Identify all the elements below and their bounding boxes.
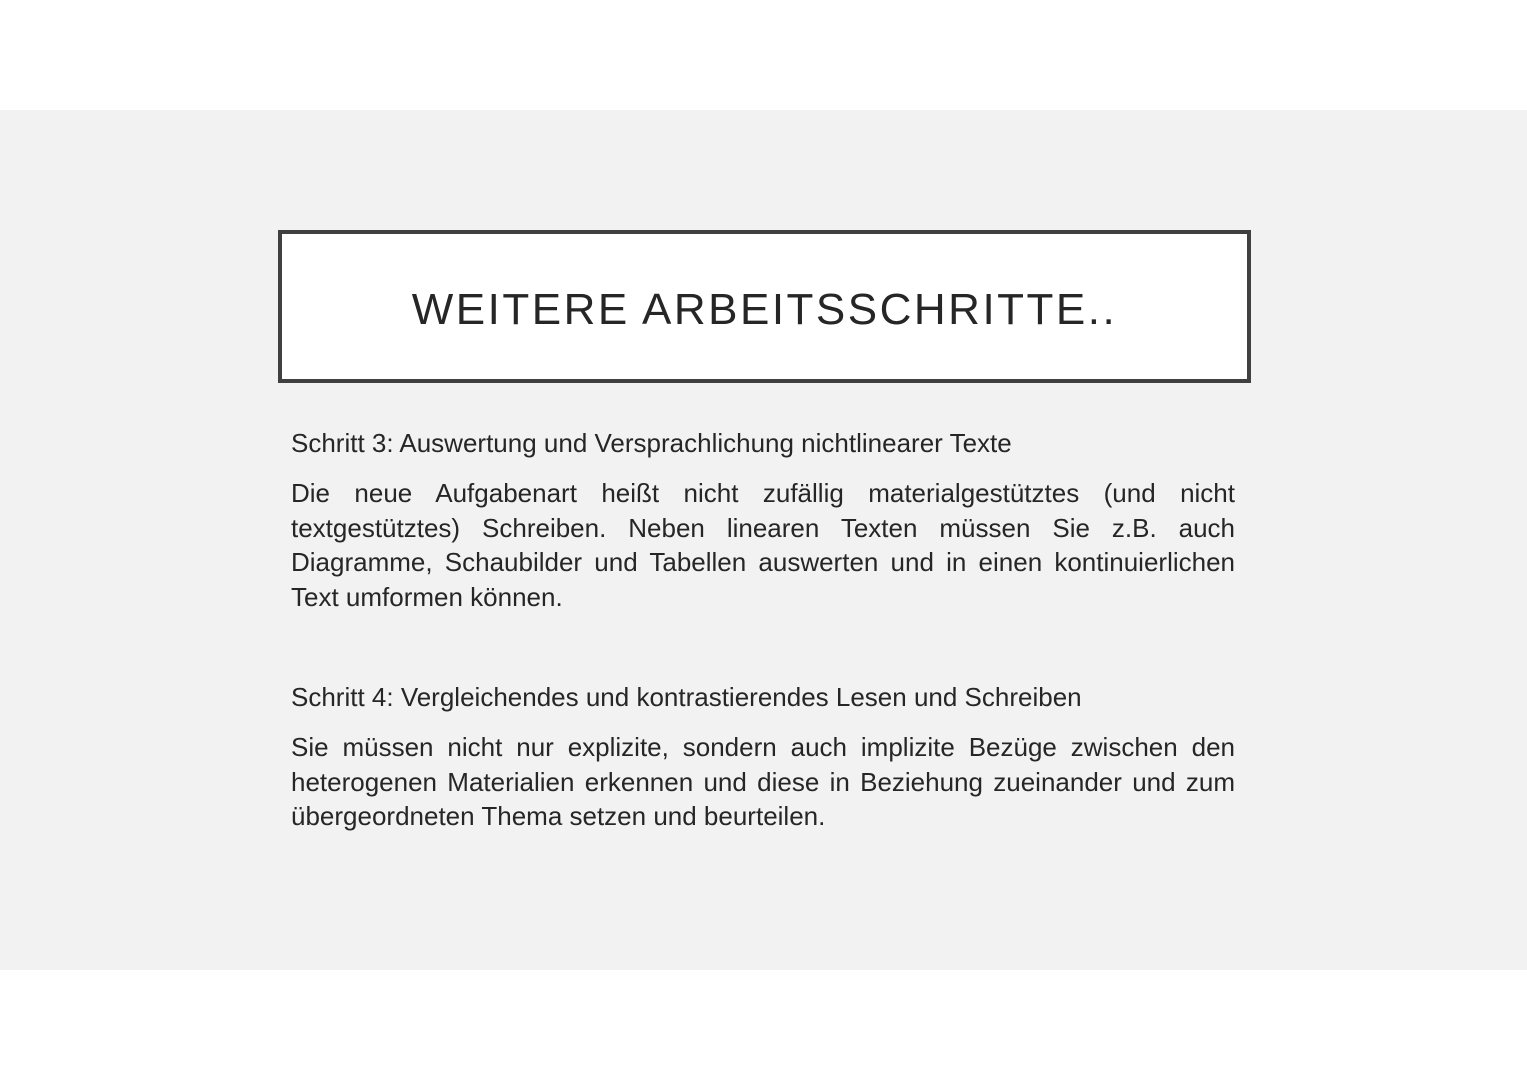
title-box	[278, 230, 1251, 383]
slide-title: WEITERE ARBEITSSCHRITTE..	[411, 284, 1118, 334]
step-4-section	[291, 680, 1235, 834]
step-4-heading: Schritt 4: Vergleichendes und kontrastierendes Lesen und Schreiben	[291, 682, 1082, 712]
step-3-heading: Schritt 3: Auswertung und Versprachlichung nichtlinearer Texte	[291, 428, 1012, 458]
slide	[0, 110, 1527, 970]
step-3-text: Die neue Aufgabenart heißt nicht zufällig materialgestütztes (und nicht textgestütztes) Schreiben. Neben linearen Texten müssen Sie z.B. auch Diagramme, Schaubilder und Tabellen auswerten und in einen kontinuierlichen Text umformen können.	[291, 478, 1235, 612]
step-4-text: Sie müssen nicht nur explizite, sondern auch implizite Bezüge zwischen den heterogenen Materialien erkennen und diese in Beziehung zueinander und zum übergeordneten Thema setzen und beurteilen.	[291, 732, 1235, 831]
step-3-section	[291, 426, 1235, 614]
